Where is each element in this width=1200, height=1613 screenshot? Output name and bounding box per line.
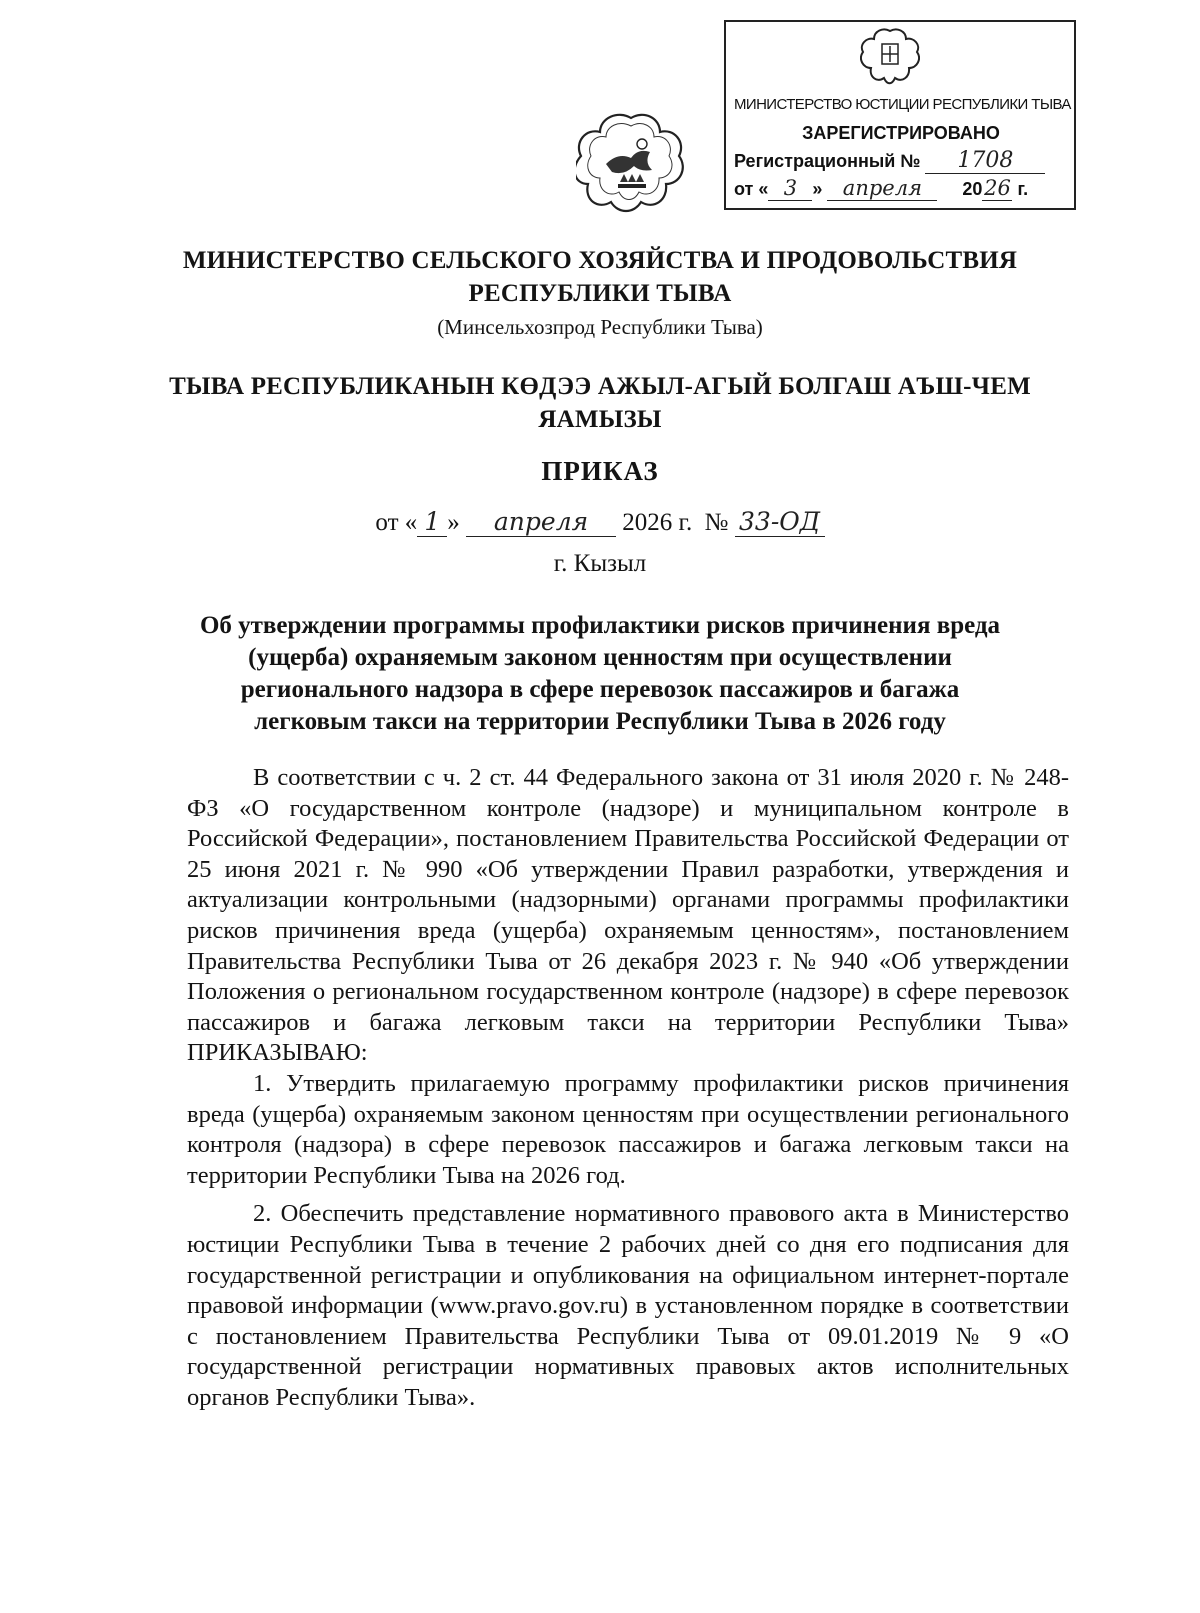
order-year: 2026 г. xyxy=(622,509,693,536)
title-line: регионального надзора в сфере перевозок пассажиров и багажа xyxy=(240,676,960,703)
stamp-emblem-icon xyxy=(860,28,920,88)
order-date-prefix: от « xyxy=(375,509,418,536)
ministry-name-line1: МИНИСТЕРСТВО СЕЛЬСКОГО ХОЗЯЙСТВА И ПРОДОВОЛЬСТВИЯ xyxy=(182,247,1018,274)
document-type: ПРИКАЗ xyxy=(541,456,659,486)
order-date-mid: » xyxy=(447,509,460,536)
order-number: 33-ОД xyxy=(735,508,825,537)
clause-paragraph: 2. Обеспечить представление нормативного правового акта в Министерство юстиции Республики Тыва в течение 2 рабочих дней со дня его подписания для государственной регистрации и опубликования на официальном интернет-портале правовой информации (www.pravo.gov.ru) в установленном порядке в соответствии с постановлением Правительства Республики Тыва от 09.01.2019 № 9 «О государственной регистрации нормативных правовых актов исполнительных органов Республики Тыва». xyxy=(187,1200,1069,1411)
tuvan-name-line2: ЯАМЫЗЫ xyxy=(538,406,662,433)
stamp-date-prefix: от « xyxy=(734,179,769,199)
stamp-reg-number: 1708 xyxy=(925,149,1045,174)
stamp-year-prefix: 20 xyxy=(962,179,983,199)
stamp-month: апреля xyxy=(827,177,937,201)
order-month: апреля xyxy=(466,508,616,537)
order-day: 1 xyxy=(417,508,447,537)
stamp-day: 3 xyxy=(768,177,812,201)
ministry-name-line2: РЕСПУБЛИКИ ТЫВА xyxy=(468,280,732,307)
order-date-number xyxy=(0,508,1200,537)
stamp-year-suffix: 26 xyxy=(984,176,1011,200)
coat-of-arms-emblem xyxy=(576,112,686,216)
stamp-registration-number xyxy=(734,149,1068,174)
title-line: (ущерба) охраняемым законом ценностям при осуществлении xyxy=(248,644,952,671)
stamp-reg-label: Регистрационный № xyxy=(734,151,921,171)
title-line: Об утверждении программы профилактики рисков причинения вреда xyxy=(199,612,1001,639)
stamp-registered-label: ЗАРЕГИСТРИРОВАНО xyxy=(802,123,1000,143)
preamble-paragraph: В соответствии с ч. 2 ст. 44 Федерального закона от 31 июля 2020 г. № 248-ФЗ «О государственном контроле (надзоре) и муниципальном контроле в Российской Федерации», постановлением Правительства Российской Федерации от 25 июня 2021 г. № 990 «Об утверждении Правил разработки, утверждения и актуализации контрольными (надзорными) органами программы профилактики рисков причинения вреда (ущерба) охраняемым ценностям», постановлением Правительства Республики Тыва от 26 декабря 2023 г. № 940 «Об утверждении Положения о региональном государственном контроле (надзоре) в сфере перевозок пассажиров и багажа легковым такси на территории Республики Тыва» ПРИКАЗЫВАЮ: xyxy=(187,764,1069,1067)
stamp-registration-date xyxy=(734,177,1068,201)
tuvan-name-line1: ТЫВА РЕСПУБЛИКАНЫН КӨДЭЭ АЖЫЛ-АГЫЙ БОЛГАШ АЪШ-ЧЕМ xyxy=(169,373,1031,400)
title-line: легковым такси на территории Республики Тыва в 2026 году xyxy=(254,708,946,735)
document-title xyxy=(0,610,1200,738)
stamp-year-end: г. xyxy=(1017,179,1029,199)
clause-paragraph: 1. Утвердить прилагаемую программу профилактики рисков причинения вреда (ущерба) охраняемым законом ценностям при осуществлении регионального контроля (надзора) в сфере перевозок пассажиров и багажа легковым такси на территории Республики Тыва на 2026 год. xyxy=(187,1069,1069,1189)
order-city: г. Кызыл xyxy=(553,550,647,577)
registration-stamp xyxy=(724,20,1076,210)
stamp-date-mid: » xyxy=(812,179,823,199)
stamp-ministry-name: МИНИСТЕРСТВО ЮСТИЦИИ РЕСПУБЛИКИ ТЫВА xyxy=(734,96,1071,113)
order-number-label: № xyxy=(704,509,729,536)
document-body xyxy=(187,763,1069,1413)
ministry-short-name: (Минсельхозпрод Республики Тыва) xyxy=(437,315,763,339)
